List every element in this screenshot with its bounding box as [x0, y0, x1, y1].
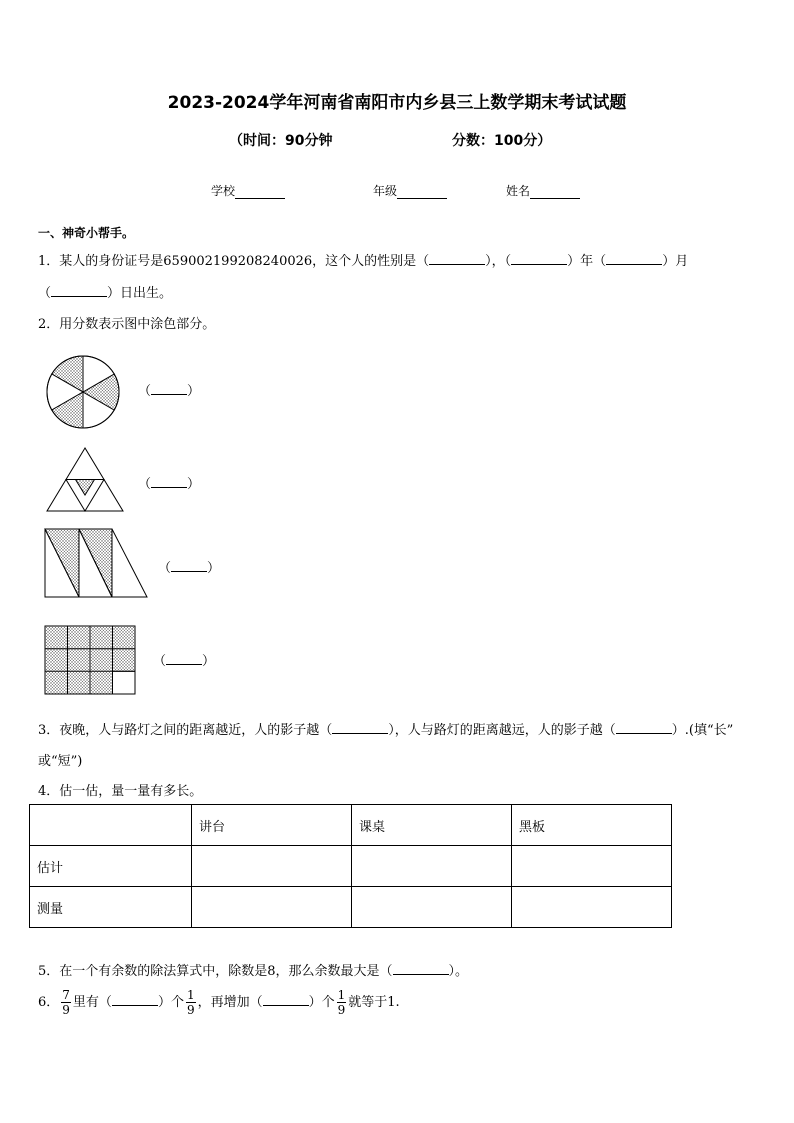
q6-prefix: 6． — [38, 995, 60, 1010]
name-label: 姓名 — [506, 184, 531, 198]
section-heading: 一、神奇小帮手。 — [38, 226, 135, 240]
q1-text-b: ），（ — [485, 254, 512, 269]
q1-text-a: 1．某人的身份证号是659002199208240026，这个人的性别是（ — [38, 254, 430, 269]
paren-open: （ — [153, 654, 167, 669]
paren-close: ） — [202, 654, 216, 669]
table-header-desk: 课桌 — [352, 805, 512, 846]
fraction-one-ninth — [337, 988, 347, 1017]
measurement-table — [29, 804, 672, 928]
q1-text-f: ）日出生。 — [107, 286, 173, 301]
q1-blank-gender[interactable] — [429, 252, 485, 265]
q2-blank-2[interactable] — [151, 475, 187, 488]
table-row — [30, 846, 672, 887]
table-cell[interactable] — [192, 846, 352, 887]
question-5 — [38, 960, 468, 979]
q6-text-1: 里有（ — [72, 995, 112, 1010]
question-4-text: 4．估一估，量一量有多长。 — [38, 784, 203, 799]
table-header-blackboard: 黑板 — [512, 805, 672, 846]
grid-figure — [44, 625, 136, 695]
trapezoid-figure — [44, 528, 148, 598]
fraction-numerator: 7 — [62, 988, 70, 1002]
table-cell[interactable] — [192, 887, 352, 928]
q1-text-e: （ — [38, 286, 52, 301]
q2-answer-4 — [153, 650, 215, 669]
paren-close: ） — [207, 561, 221, 576]
question-6 — [38, 988, 400, 1017]
q6-text-5: 就等于1. — [348, 995, 400, 1010]
fraction-denominator: 9 — [337, 1003, 346, 1017]
table-cell[interactable] — [512, 846, 672, 887]
name-field — [506, 182, 580, 199]
row-label-measure: 测量 — [30, 887, 192, 928]
q6-text-4: ）个 — [308, 995, 335, 1010]
q2-blank-1[interactable] — [151, 382, 187, 395]
table-row — [30, 887, 672, 928]
fraction-one-ninth — [186, 988, 196, 1017]
table-cell[interactable] — [512, 887, 672, 928]
grade-field — [373, 182, 447, 199]
q6-text-2: ）个 — [157, 995, 184, 1010]
grade-blank[interactable] — [397, 186, 447, 199]
grade-label: 年级 — [373, 184, 398, 198]
school-blank[interactable] — [235, 186, 285, 199]
q2-answer-1 — [138, 380, 200, 399]
paren-open: （ — [138, 384, 152, 399]
q1-text-d: ）月 — [662, 254, 689, 269]
fraction-numerator: 1 — [337, 988, 346, 1002]
table-cell — [30, 805, 192, 846]
q1-blank-year[interactable] — [511, 252, 567, 265]
q3-blank-2[interactable] — [616, 721, 672, 734]
q5-text-a: 5．在一个有余数的除法算式中，除数是8，那么余数最大是（ — [38, 964, 393, 979]
q3-text-b: ），人与路灯的距离越远，人的影子越（ — [388, 723, 616, 738]
paren-open: （ — [158, 561, 172, 576]
fraction-denominator: 9 — [62, 1003, 70, 1017]
name-blank[interactable] — [530, 186, 580, 199]
question-1-line-2 — [38, 282, 172, 301]
question-2-text: 2．用分数表示图中涂色部分。 — [38, 317, 216, 332]
q6-text-3: ，再增加（ — [197, 995, 263, 1010]
table-header-podium: 讲台 — [192, 805, 352, 846]
q2-answer-2 — [138, 473, 200, 492]
table-cell[interactable] — [352, 846, 512, 887]
triangle-figure — [46, 447, 124, 512]
q1-text-c: ）年（ — [567, 254, 607, 269]
school-label: 学校 — [211, 184, 236, 198]
circle-figure — [46, 355, 120, 429]
table-header-row — [30, 805, 672, 846]
page-title: 2023-2024学年河南省南阳市内乡县三上数学期末考试试题 — [167, 93, 627, 113]
exam-time: （时间：90分钟 — [229, 133, 333, 149]
q3-text-a: 3．夜晚，人与路灯之间的距离越近，人的影子越（ — [38, 723, 333, 738]
fraction-denominator: 9 — [186, 1003, 195, 1017]
exam-score: 分数：100分） — [452, 133, 552, 149]
q5-text-b: ）。 — [448, 964, 469, 979]
q2-blank-4[interactable] — [166, 652, 202, 665]
q6-blank-1[interactable] — [112, 993, 158, 1006]
q5-blank[interactable] — [393, 962, 449, 975]
q2-answer-3 — [158, 557, 220, 576]
question-3-line-1 — [38, 719, 733, 738]
row-label-estimate: 估计 — [30, 846, 192, 887]
school-field — [211, 182, 285, 199]
q1-blank-day[interactable] — [51, 284, 107, 297]
q2-blank-3[interactable] — [171, 559, 207, 572]
paren-close: ） — [187, 477, 201, 492]
q1-blank-month[interactable] — [606, 252, 662, 265]
q6-blank-2[interactable] — [263, 993, 309, 1006]
paren-close: ） — [187, 384, 201, 399]
question-3-line-2: 或“短”) — [38, 754, 83, 769]
paren-open: （ — [138, 477, 152, 492]
fraction-seven-ninths — [61, 988, 71, 1017]
fraction-numerator: 1 — [186, 988, 195, 1002]
question-1-line-1 — [38, 250, 688, 269]
q3-text-c: ）.(填“长” — [671, 723, 734, 738]
q3-blank-1[interactable] — [332, 721, 388, 734]
table-cell[interactable] — [352, 887, 512, 928]
